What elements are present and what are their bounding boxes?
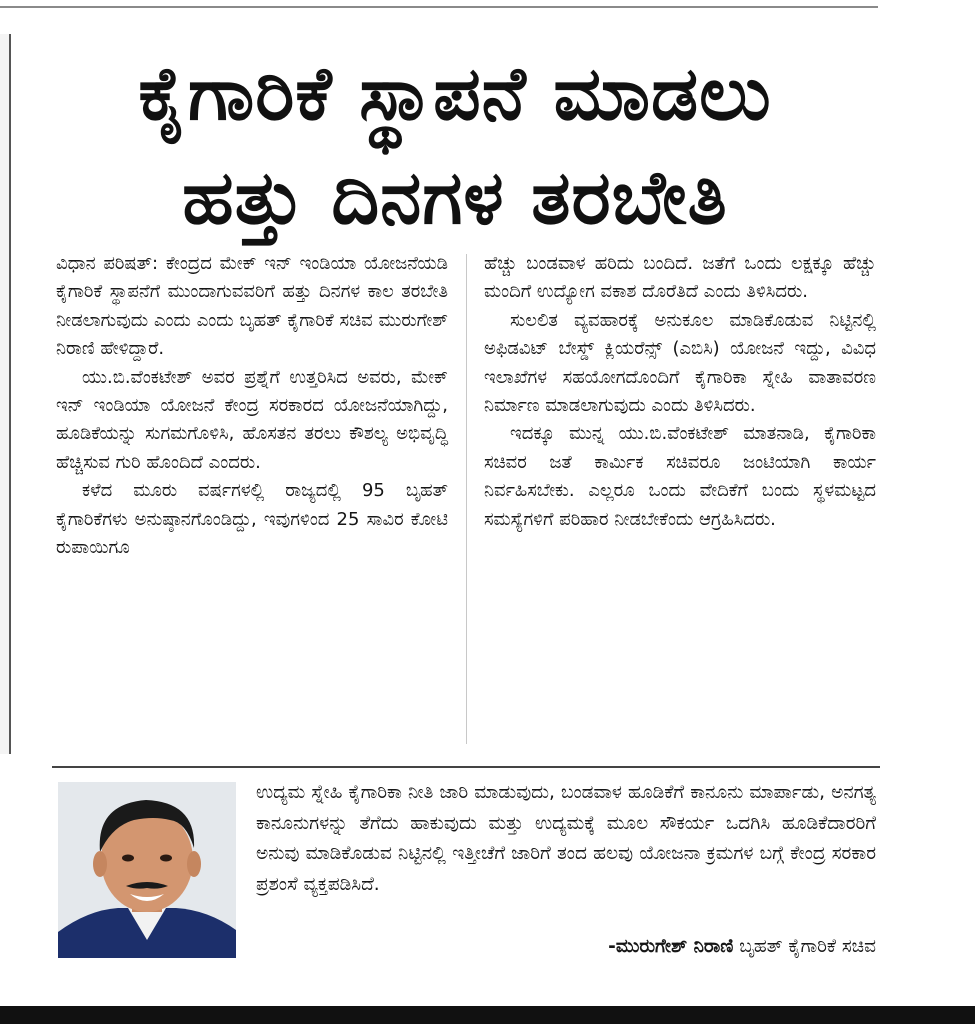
quote-box-rule: [52, 766, 880, 768]
article-paragraph: ಯು.ಬಿ.ವೆಂಕಟೇಶ್ ಅವರ ಪ್ರಶ್ನೆಗೆ ಉತ್ತರಿಸಿದ ಅವರು, ಮೇಕ್ ಇನ್ ಇಂಡಿಯಾ ಯೋಜನೆ ಕೇಂದ್ರ ಸರಕಾರದ ಯೋಜನೆಯಾಗಿದ್ದು, ಹೂಡಿಕೆಯನ್ನು ಸುಗಮಗೊಳಿಸಿ, ಹೊಸತನ ತರಲು ಕೌಶಲ್ಯ ಅಭಿವೃದ್ಧಿ ಹೆಚ್ಚಿಸುವ ಗುರಿ ಹೊಂದಿದೆ ಎಂದರು.: [56, 366, 448, 473]
adjacent-article-edge: [0, 34, 11, 754]
article-paragraph: ಹೆಚ್ಚು ಬಂಡವಾಳ ಹರಿದು ಬಂದಿದೆ. ಜತೆಗೆ ಒಂದು ಲಕ್ಷಕ್ಕೂ ಹೆಚ್ಚು ಮಂದಿಗೆ ಉದ್ಯೋಗ ವಕಾಶ ದೊರೆತಿದೆ ಎಂದು ತಿಳಿಸಿದರು.: [484, 253, 876, 303]
portrait-illustration: [58, 782, 236, 958]
headline-line-1: ಕೈಗಾರಿಕೆ ಸ್ಥಾಪನೆ ಮಾಡಲು: [138, 51, 772, 137]
signature-title: ಬೃಹತ್ ಕೈಗಾರಿಕೆ ಸಚಿವ: [733, 936, 876, 957]
minister-photo: [58, 782, 236, 958]
column-divider: [466, 254, 467, 744]
article-paragraph: ಸುಲಲಿತ ವ್ಯವಹಾರಕ್ಕೆ ಅನುಕೂಲ ಮಾಡಿಕೊಡುವ ನಿಟ್ಟಿನಲ್ಲಿ ಅಫಿಡವಿಟ್ ಬೇಸ್ಡ್ ಕ್ಲಿಯರೆನ್ಸ್ (ಎಬಿಸಿ) ಯೋಜನೆ ಇದ್ದು, ವಿವಿಧ ಇಲಾಖೆಗಳ ಸಹಯೋಗದೊಂದಿಗೆ ಕೈಗಾರಿಕಾ ಸ್ನೇಹಿ ವಾತಾವರಣ ನಿರ್ಮಾಣ ಮಾಡಲಾಗುವುದು ಎಂದು ತಿಳಿಸಿದರು.: [484, 309, 876, 417]
bottom-bar: [0, 1006, 975, 1024]
quote-signature: [256, 932, 876, 962]
article-left-column: [56, 250, 448, 562]
article-paragraph: ಕಳೆದ ಮೂರು ವರ್ಷಗಳಲ್ಲಿ ರಾಜ್ಯದಲ್ಲಿ 95 ಬೃಹತ್ ಕೈಗಾರಿಕೆಗಳು ಅನುಷ್ಠಾನಗೊಂಡಿದ್ದು, ಇವುಗಳಿಂದ 25 ಸಾವಿರ ಕೋಟಿ ರುಪಾಯಿಗೂ: [56, 480, 448, 559]
top-rule: [0, 6, 878, 8]
headline-line-2: ಹತ್ತು ದಿನಗಳ ತರಬೇತಿ: [182, 155, 728, 241]
article-paragraph: ವಿಧಾನ ಪರಿಷತ್: ಕೇಂದ್ರದ ಮೇಕ್ ಇನ್ ಇಂಡಿಯಾ ಯೋಜನೆಯಡಿ ಕೈಗಾರಿಕೆ ಸ್ಥಾಪನೆಗೆ ಮುಂದಾಗುವವರಿಗೆ ಹತ್ತು ದಿನಗಳ ಕಾಲ ತರಬೇತಿ ನೀಡಲಾಗುವುದು ಎಂದು ಎಂದು ಬೃಹತ್ ಕೈಗಾರಿಕೆ ಸಚಿವ ಮುರುಗೇಶ್ ನಿರಾಣಿ ಹೇಳಿದ್ದಾರೆ.: [56, 253, 448, 360]
quote-text: ಉದ್ಯಮ ಸ್ನೇಹಿ ಕೈಗಾರಿಕಾ ನೀತಿ ಜಾರಿ ಮಾಡುವುದು, ಬಂಡವಾಳ ಹೂಡಿಕೆಗೆ ಕಾನೂನು ಮಾರ್ಪಾಡು, ಅನಗತ್ಯ ಕಾನೂನುಗಳನ್ನು ತೆಗೆದು ಹಾಕುವುದು ಮತ್ತು ಉದ್ಯಮಕ್ಕೆ ಮೂಲ ಸೌಕರ್ಯ ಒದಗಿಸಿ ಹೂಡಿಕೆದಾರರಿಗೆ ಅನುವು ಮಾಡಿಕೊಡುವ ನಿಟ್ಟಿನಲ್ಲಿ ಇತ್ತೀಚೆಗೆ ಜಾರಿಗೆ ತಂದ ಹಲವು ಯೋಜನಾ ಕ್ರಮಗಳ ಬಗ್ಗೆ ಕೇಂದ್ರ ಸರಕಾರ ಪ್ರಶಂಸೆ ವ್ಯಕ್ತಪಡಿಸಿದೆ.: [256, 782, 876, 895]
article-right-column: [484, 250, 876, 534]
article-paragraph: ಇದಕ್ಕೂ ಮುನ್ನ ಯು.ಬಿ.ವೆಂಕಟೇಶ್ ಮಾತನಾಡಿ, ಕೈಗಾರಿಕಾ ಸಚಿವರ ಜತೆ ಕಾರ್ಮಿಕ ಸಚಿವರೂ ಜಂಟಿಯಾಗಿ ಕಾರ್ಯ ನಿರ್ವಹಿಸಬೇಕು. ಎಲ್ಲರೂ ಒಂದು ವೇದಿಕೆಗೆ ಬಂದು ಸ್ಥಳಮಟ್ಟದ ಸಮಸ್ಯೆಗಳಿಗೆ ಪರಿಹಾರ ನೀಡಬೇಕೆಂದು ಆಗ್ರಹಿಸಿದರು.: [484, 423, 876, 530]
signature-name: -ಮುರುಗೇಶ್ ನಿರಾಣಿ: [608, 936, 734, 957]
